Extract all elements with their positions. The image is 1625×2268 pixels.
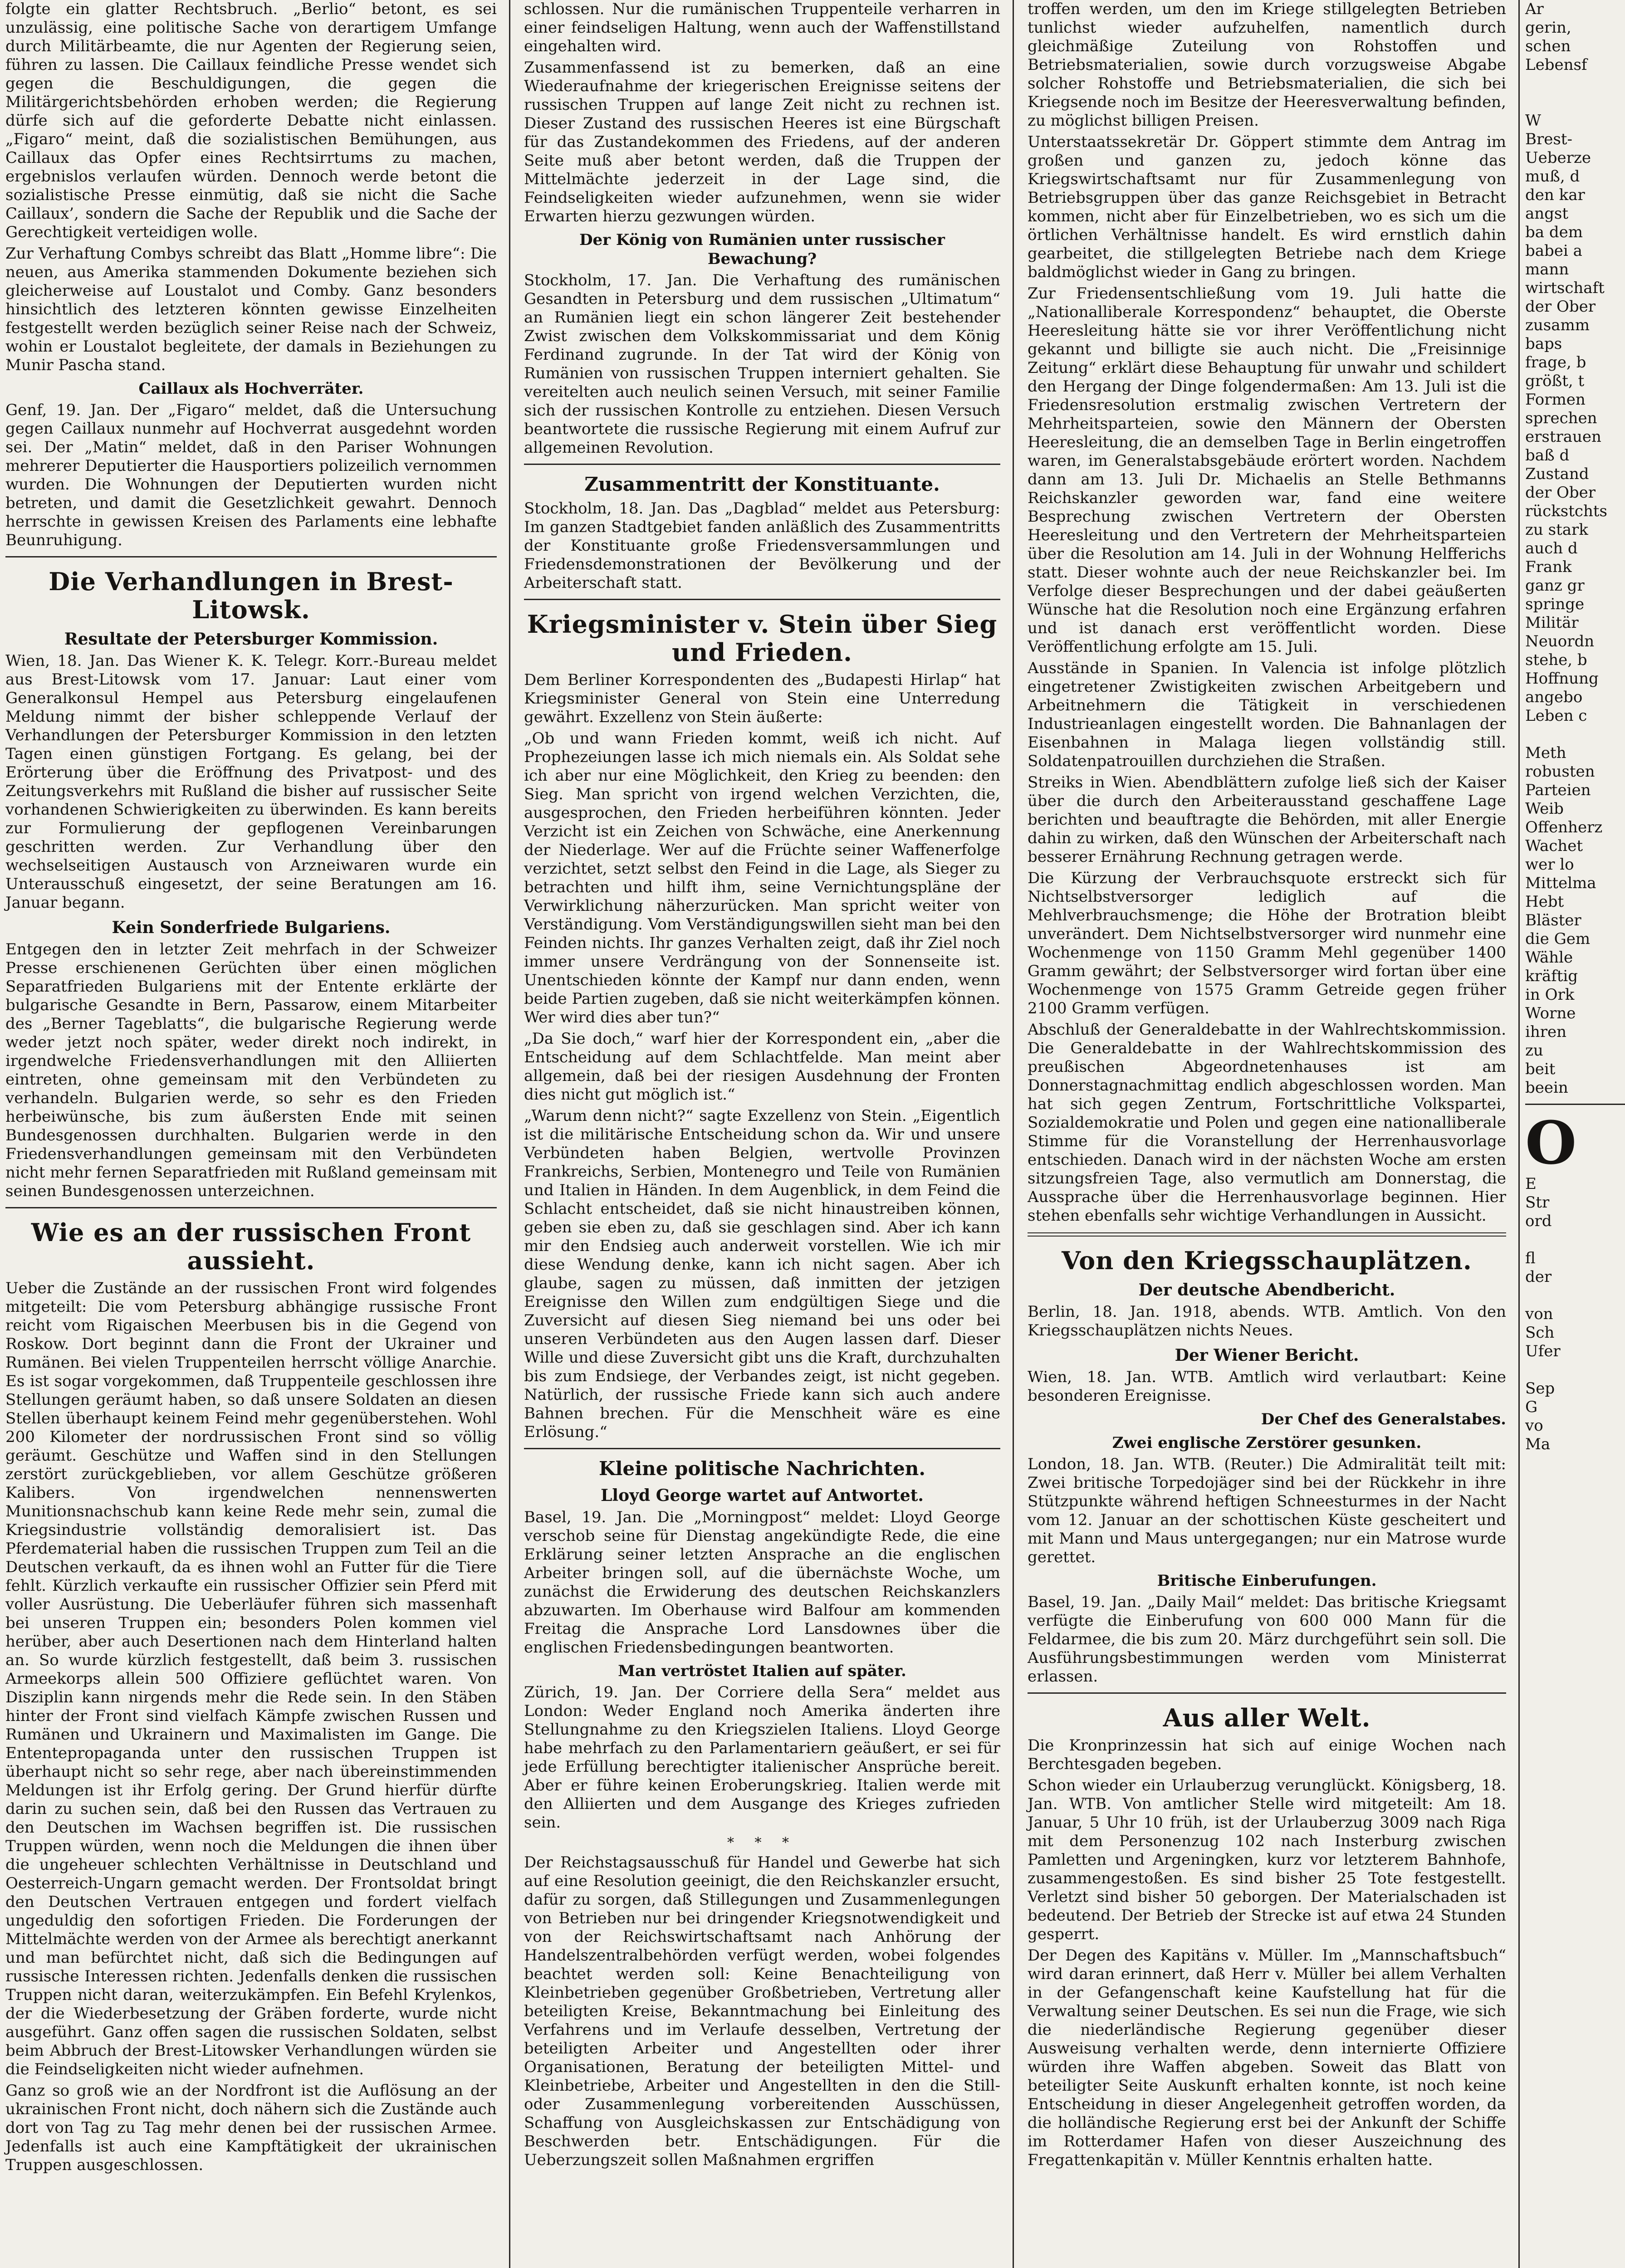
article-text: Basel, 19. Jan. „Daily Mail“ meldet: Das britische Kriegsamt verfügte die Einberufung von 600 000 Mann für die Feldarmee, die bis zum 20. März durchgeführt sein soll. Die Ausführungsbestimmungen werden vom Ministerrat erlassen.	[1028, 1593, 1506, 1686]
article-text: Zürich, 19. Jan. Der Corriere della Sera“ meldet aus London: Weder England noch Amerika änderten ihre Stellungnahme zu den Kriegszielen Italiens. Lloyd George habe mehrfach zu den Parlamentariern geäußert, er sei für jede Erfüllung berechtigter italienischer Ansprüche bereit. Aber er führe keinen Eroberungskrieg. Italien werde mit den Alliierten und dem Ausgange des Krieges zufrieden sein.	[524, 1683, 1000, 1832]
article-text: Stockholm, 17. Jan. Die Verhaftung des rumänischen Gesandten in Petersburg und dem russischen „Ultimatum“ an Rumänien liegt ein schon längerer Zeit bestehender Zwist zwischen dem Volkskommissariat und dem König Ferdinand zugrunde. In der Tat wird der König von Rumänien von russischen Truppen interniert gehalten. Sie vereitelten auch neulich seinen Versuch, mit seiner Familie sich der russischen Kontrolle zu entziehen. Diesen Versuch beantwortete die russische Regierung mit einem Aufruf zur allgemeinen Revolution.	[524, 271, 1000, 457]
column-4-cropped	[1520, 0, 1625, 2268]
article-text: Zur Friedensentschließung vom 19. Juli hatte die „Nationalliberale Korrespondenz“ behauptet, die Oberste Heeresleitung hätte sie vor ihrer Veröffentlichung nicht gekannt und billigte sie auch nicht. Die „Freisinnige Zeitung“ erklärt diese Behauptung für unwahr und schildert den Hergang der Dinge folgendermaßen: Am 13. Juli ist die Friedensresolution erstmalig zwischen Vertretern der Mehrheitsparteien, sowie den Männern der Obersten Heeresleitung, die an demselben Tage in Berlin eingetroffen waren, im Generalstabsgebäude erörtert worden. Nachdem dann am 13. Juli Dr. Michaelis an Stelle Bethmanns Reichskanzler geworden war, fand eine weitere Besprechung zwischen Vertretern der Obersten Heeresleitung und den Vertretern der Mehrheitsparteien über die Resolution am 14. Juli in der Wohnung Helfferichs statt. Dieser wohnte auch der neue Reichskanzler bei. Im Verfolge dieser Besprechungen und der dabei geäußerten Wünsche hat die Resolution noch eine Ergänzung erfahren und ist danach erst veröffentlicht worden. Diese Veröffentlichung erfolgte am 15. Juli.	[1028, 284, 1506, 656]
article-text: Zusammenfassend ist zu bemerken, daß an eine Wiederaufnahme der kriegerischen Ereignisse seitens der russischen Truppen auf lange Zeit nicht zu rechnen ist. Dieser Zustand des russischen Heeres ist eine Bürgschaft für das Zustandekommen des Friedens, auf der anderen Seite muß aber betont werden, daß die Truppen der Mittelmächte jederzeit in der Lage sind, die Feindseligkeiten wieder aufzunehmen, wenn sie wider Erwarten hierzu gezwungen würden.	[524, 59, 1000, 225]
article-text: folgte ein glatter Rechtsbruch. „Berlio“ betont, es sei unzulässig, eine politische Sache von derartigem Umfange durch Militärbeamte, die nur Agenten der Regierung seien, führen zu lassen. Die Caillaux feindliche Presse wendet sich gegen die Beschuldigungen, die gegen die Militärgerichtsbehörden erhoben werden; die Regierung dürfe sich auf die geforderte Debatte nicht einlassen. „Figaro“ meint, daß die sozialistischen Bemühungen, aus Caillaux das Opfer eines Rechtsirrtums zu machen, ergebnislos verlaufen würden. Dennoch werde betont die sozialistische Presse einmütig, daß sie nicht die Sache Caillaux’, sondern die Sache der Republik und die Sache der Gerechtigkeit verteidigen wolle.	[5, 0, 497, 241]
article-text: Abschluß der Generaldebatte in der Wahlrechtskommission. Die Generaldebatte in der Wahlrechtskommission des preußischen Abgeordnetenhauses ist am Donnerstagnachmittag endlich abgeschlossen worden. Man hat sich gegen Zentrum, Fortschrittliche Volkspartei, Sozialdemokratie und Polen und gegen eine nationalliberale Stimme für die Voranstellung der Herrenhausvorlage entschieden. Danach wird in der nächsten Woche am ersten sitzungsfreien Tage, also vermutlich am Donnerstag, die Aussprache über die Herrenhausvorlage beginnen. Hier stehen ebenfalls sehr wichtige Verhandlungen in Aussicht.	[1028, 1021, 1506, 1225]
divider	[1028, 1232, 1506, 1237]
article-text: Berlin, 18. Jan. 1918, abends. WTB. Amtlich. Von den Kriegsschauplätzen nichts Neues.	[1028, 1303, 1506, 1339]
subheading: Man vertröstet Italien auf später.	[618, 1662, 906, 1680]
cropped-text: Ar gerin, schen Lebensf W Brest- Ueberze muß, d den kar angst ba dem babei a mann wirtschaft der Ober zusamm baps frage, b größt, t Formen sprechen erstrauen baß d Zustand der Ober rückstchts zu stark auch d Frank ganz gr springe Militär Neuordn stehe, b Hoffnung angebo Leben c Meth robusten Parteien Weib Offenherz Wachet wer lo Mittelma Hebt Bläster die Gem Wähle kräftig in Ork Worne ihren zu beit beein	[1525, 0, 1607, 1097]
divider	[5, 556, 497, 557]
article-text: schlossen. Nur die rumänischen Truppenteile verharren in einer feindseligen Haltung, wenn auch der Waffenstillstand eingehalten wird.	[524, 0, 1000, 55]
article-text: „Da Sie doch,“ warf hier der Korrespondent ein, „aber die Entscheidung auf dem Schlachtfelde. Man meint aber allgemein, daß bei der riesigen Ausdehnung der Fronten dies nicht gut möglich ist.“	[524, 1030, 1000, 1104]
headline-konstituante: Zusammentritt der Konstituante.	[584, 473, 940, 495]
article-text: Unterstaatssekretär Dr. Göppert stimmte dem Antrag im großen und ganzen zu, jedoch könne das Kriegswirtschaftsamt nur für Zusammenlegung von Betriebsgruppen über das ganze Reichsgebiet in Betracht kommen, nicht aber für Einzelbetrieben, wo es sich um die örtlichen Verhältnisse handelt. Es wird ernstlich dahin gearbeitet, die stillgelegten Betriebe nach dem Kriege baldmöglichst wieder in Gang zu bringen.	[1028, 133, 1506, 281]
subheading: Britische Einberufungen.	[1157, 1572, 1377, 1590]
article-text: Basel, 19. Jan. Die „Morningpost“ meldet: Lloyd George verschob seine für Dienstag angekündigte Rede, die eine Erklärung seiner letzten Ansprache an die englischen Arbeiter bringen soll, auf die übernächste Woche, um zunächst die Erwiderung des deutschen Reichskanzlers abzuwarten. Im Oberhause wird Balfour am kommenden Freitag die Ansprache Lord Lansdownes über die englischen Friedensbedingungen beantworten.	[524, 1508, 1000, 1657]
article-text: Die Kronprinzessin hat sich auf einige Wochen nach Berchtesgaden begeben.	[1028, 1736, 1506, 1773]
signature: Der Chef des Generalstabes.	[1261, 1410, 1506, 1428]
asterism: * * *	[727, 1835, 798, 1851]
divider	[5, 1207, 497, 1208]
article-text: Genf, 19. Jan. Der „Figaro“ meldet, daß die Untersuchung gegen Caillaux nunmehr auf Hochverrat ausgedehnt worden sei. Der „Matin“ meldet, daß in den Pariser Wohnungen mehrerer Deputierter die Hausportiers polizeilich vernommen wurden. Die Wohnungen der Deputierten wurden nicht betreten, und damit die Gesetzlichkeit gewahrt. Dennoch herrschte in gewissen Kreisen des Parlaments eine lebhafte Beunruhigung.	[5, 401, 497, 549]
divider	[1028, 1692, 1506, 1694]
divider	[524, 464, 1000, 465]
headline-kriegsminister: Kriegsminister v. Stein über Sieg und Frieden.	[527, 610, 998, 667]
article-text: London, 18. Jan. WTB. (Reuter.) Die Admiralität teilt mit: Zwei britische Torpedojäger sind bei der Rückkehr in ihre Stützpunkte während heftigen Schneesturmes in der Nacht vom 12. Januar an der schottischen Küste gescheitert und mit Mann und Maus untergegangen; nur ein Matrose wurde gerettet.	[1028, 1455, 1506, 1566]
subheadline: Der Wiener Bericht.	[1175, 1346, 1359, 1365]
article-text: Stockholm, 18. Jan. Das „Dagblad“ meldet aus Petersburg: Im ganzen Stadtgebiet fanden anläßlich des Zusammentritts der Konstituante große Friedensversammlungen und Friedensdemonstrationen der Bevölkerung und der Arbeiterschaft statt.	[524, 499, 1000, 592]
article-text: Streiks in Wien. Abendblättern zufolge ließ sich der Kaiser über die durch den Arbeiterausstand geschaffene Lage berichten und beauftragte die Behörden, mit aller Energie dahin zu wirken, daß den Wünschen der Arbeiterschaft nach besserer Ernährung Rechnung getragen werde.	[1028, 773, 1506, 866]
headline-kriegsschauplaetze: Von den Kriegsschauplätzen.	[1062, 1246, 1472, 1275]
headline-russian-front: Wie es an der russischen Front aussieht.	[31, 1218, 471, 1275]
headline-aus-aller-welt: Aus aller Welt.	[1163, 1703, 1371, 1732]
subheadline: Resultate der Petersburger Kommission.	[64, 630, 438, 649]
subheading: Caillaux als Hochverräter.	[138, 380, 364, 398]
divider	[524, 599, 1000, 600]
article-text: Der Degen des Kapitäns v. Müller. Im „Mannschaftsbuch“ wird daran erinnert, daß Herr v. Müller bei allem Verhalten in der Gefangenschaft keine Kaufstellung hat für die Verwaltung seiner Deutschen. Es sei nun die Frage, wie sich die niederländische Regierung gegenüber dieser Ausweisung verhalten werde, denn internierte Offiziere würden ihre Waffen abgeben. Soweit das Blatt von beteiligter Seite Auskunft erhalten konnte, ist noch keine Entscheidung in dieser Angelegenheit getroffen worden, da die holländische Regierung erst bei der Ankunft der Schiffe im Rotterdamer Hafen von dieser Auszeichnung des Fregattenkapitän v. Müller Kenntnis erhalten hatte.	[1028, 1946, 1506, 2169]
article-text: Ueber die Zustände an der russischen Front wird folgendes mitgeteilt: Die vom Petersburg abhängige russische Front reicht vom Rigaischen Meerbusen bis in die Gegend von Roskow. Dort beginnt dann die Front der Ukrainer und Rumänen. Bei vielen Truppenteilen herrscht völlige Anarchie. Es ist sogar vorgekommen, daß Truppenteile geschlossen ihre Stellungen geräumt haben, so daß unsere Soldaten an diesen Stellen überhaupt keinem Feind mehr gegenüberstehen. Wohl 200 Kilometer der nordrussischen Front sind so völlig geräumt. Geschütze und Waffen sind in den Stellungen zerstört zurückgeblieben, vor allem Geschütze größeren Kalibers. Von irgendwelchen nennenswerten Munitionsnachschub kann keine Rede mehr sein, zumal die Kriegsindustrie vollständig demoralisiert ist. Das Pferdematerial haben die russischen Truppen zum Teil an die Deutschen verkauft, da es ihnen wohl an Futter für die Tiere fehlt. Kürzlich verkaufte ein russischer Offizier sein Pferd mit voller Ausrüstung. Die Ueberläufer führen sich massenhaft bei unseren Truppen ein; besonders Polen kommen viel herüber, aber auch Desertionen nach dem Hinterland halten an. So wurde kürzlich festgestellt, daß beim 3. russischen Armeekorps allein 500 Offiziere geflüchtet waren. Von Disziplin kann nirgends mehr die Rede sein. In den Stäben hinter der Front sind vielfach Kämpfe zwischen Russen und Rumänen und Ukrainern und Maximalisten im Gange. Die Ententepropaganda unter den russischen Truppen ist überhaupt nicht so sehr rege, aber nach übereinstimmenden Meldungen ist ihr Erfolg gering. Der Grund hierfür dürfte darin zu suchen sein, daß bei den Russen das Vertrauen zu den Deutschen im Wachsen begriffen ist. Die russischen Truppen würden, wenn noch die Meldungen die ihnen über die ungeheuer schlechten Verhältnisse in Deutschland und Oesterreich-Ungarn gemacht werden. Der Frontsoldat bringt den Deutschen Vertrauen entgegen und fordert vielfach ungeduldig den sofortigen Frieden. Die Forderungen der Mittelmächte werden von der Armee als berechtigt anerkannt und man befürchtet nicht, daß sich die Bedingungen auf russische Interessen richten. Jedenfalls denken die russischen Truppen nicht daran, weiterzukämpfen. Ein Befehl Krylenkos, der die Wiederbesetzung der Gräben forderte, wurde nicht ausgeführt. Ganz offen sagen die russischen Soldaten, selbst beim Abbruch der Brest-Litowsker Verhandlungen würden sie die Feindseligkeiten nicht wieder aufnehmen.	[5, 1279, 497, 2078]
column-3	[1014, 0, 1520, 2268]
column-1	[0, 0, 510, 2268]
headline-kleine-nachrichten: Kleine politische Nachrichten.	[599, 1457, 925, 1480]
article-text: „Warum denn nicht?“ sagte Exzellenz von Stein. „Eigentlich ist die militärische Entscheidung schon da. Wir und unsere Verbündeten haben Belgien, wertvolle Provinzen Frankreichs, Serbien, Montenegro und Teile von Rumänien und Italien in Händen. In dem Augenblick, in dem Feind die Schlacht entscheidet, daß sie nicht hinaustreiben können, geben sie eben zu, daß sie geschlagen sind. Aber ich kann mir den Endsieg auch anderweit vorstellen. Wie ich mir diese Wendung denke, kann ich nicht sagen. Aber ich glaube, sagen zu müssen, daß inmitten der jetzigen Ereignisse den Willen zum endgültigen Siege und die Zuversicht auf diesen Sieg niemand bei uns oder bei unseren Verbündeten aus den Augen lassen darf. Dieser Wille und diese Zuversicht gibt uns die Kraft, durchzuhalten bis zum Endsiege, der Verbandes zeigt, ist nicht gegeben. Natürlich, der russische Friede kann sich auch andere Bahnen brechen. Für die Menschheit wäre es eine Erlösung.“	[524, 1107, 1000, 1441]
subheadline: Der deutsche Abendbericht.	[1138, 1281, 1395, 1300]
subheading: Der König von Rumänien unter russischer Bewachung?	[579, 231, 945, 268]
article-text: Der Reichstagsausschuß für Handel und Gewerbe hat sich auf eine Resolution geeinigt, die den Reichskanzler ersucht, dafür zu sorgen, daß Stillegungen und Zusammenlegungen von Betrieben nur bei dringender Kriegsnotwendigkeit und von der Reichswirtschaftsamt nach Anhörung der Handelszentralbehörden verfügt werden, wobei folgendes beachtet werden soll: Keine Benachteiligung von Kleinbetrieben gegenüber Großbetrieben, Vertretung aller beteiligten Kreise, Bekanntmachung bei Einleitung des Verfahrens und im Verlaufe desselben, Vertretung der beteiligten Arbeiter und Angestellten oder ihrer Organisationen, Beratung der beteiligten Mittel- und Kleinbetriebe, Arbeiter und Angestellten in den die Still- oder Zusammenlegung vorbereitenden Ausschüssen, Schaffung von Ausgleichskassen zur Entschädigung von Beschwerden betr. Entschädigungen. Für die Ueberzungszeit sollen Maßnahmen ergriffen	[524, 1853, 1000, 2169]
article-text: Ausstände in Spanien. In Valencia ist infolge plötzlich eingetretener Zwistigkeiten zwischen Arbeitgebern und Arbeitnehmern die Tätigkeit in verschiedenen Industrieanlagen eingestellt worden. Die Bahnanlagen der Eisenbahnen in Malaga liegen vollständig still. Soldatenpatrouillen durchziehen die Straßen.	[1028, 659, 1506, 770]
article-text: Entgegen den in letzter Zeit mehrfach in der Schweizer Presse erschienenen Gerüchten über einen möglichen Separatfrieden Bulgariens mit der Entente erklärte der bulgarische Gesandte in Bern, Passarow, einem Mitarbeiter des „Berner Tageblatts“, die bulgarische Regierung werde weder jetzt noch später, weder direkt noch indirekt, in irgendwelche Friedensverhandlungen mit den Alliierten eintreten, ohne gemeinsam mit den Verbündeten zu verhandeln. Bulgarien werde, so sehr es den Frieden herbeiwünsche, bis zum äußersten Ende mit seinen Bundesgenossen durchhalten. Bulgarien werde in den Friedensverhandlungen gemeinsam mit den Verbündeten nicht mehr fernen Separatfrieden mit Rußland gemeinsam mit seinen Bundesgenossen unterzeichnen.	[5, 940, 497, 1200]
article-text: Schon wieder ein Urlauberzug verunglückt. Königsberg, 18. Jan. WTB. Von amtlicher Stelle wird mitgeteilt: Am 18. Januar, 5 Uhr 10 früh, ist der Urlauberzug 3009 nach Riga mit dem Personenzug 102 nach Insterburg zwischen Pamletten und Argeningken, kurz vor letzterem Bahnhofe, zusammengestoßen. Es sind bisher 25 Tote festgestellt. Verletzt sind bisher 50 geborgen. Der Materialschaden ist bedeutend. Der Betrieb der Strecke ist auf etwa 24 Stunden gesperrt.	[1028, 1776, 1506, 1943]
article-text: Wien, 18. Jan. WTB. Amtlich wird verlautbart: Keine besonderen Ereignisse.	[1028, 1368, 1506, 1405]
column-2	[510, 0, 1014, 2268]
article-text: Wien, 18. Jan. Das Wiener K. K. Telegr. Korr.-Bureau meldet aus Brest-Litowsk vom 17. Januar: Laut einer vom Generalkonsul Hempel aus Petersburg eingelaufenen Meldung nimmt der bisher schleppende Verlauf der Verhandlungen der Petersburger Kommission in den letzten Tagen einen günstigen Fortgang. Es gelang, bei der Erörterung über die Eröffnung des Privatpost- und des Zeitungsverkehrs mit Rußland die bisher auf russischer Seite vorhandenen Schwierigkeiten zu überwinden. Es kann bereits zur Formulierung der gepflogenen Vereinbarungen geschritten werden. Zur Verhandlung über den wechselseitigen Austausch von Arzneiwaren wurde ein Unterausschuß eingesetzt, der seine Beratungen am 16. Januar begann.	[5, 652, 497, 912]
article-text: Ganz so groß wie an der Nordfront ist die Auflösung an der ukrainischen Front nicht, doch nähern sich die Zustände auch dort von Tag zu Tag mehr denen bei der russischen Armee. Jedenfalls ist auch eine Kampftätigkeit der ukrainischen Truppen ausgeschlossen.	[5, 2082, 497, 2174]
subheading: Zwei englische Zerstörer gesunken.	[1112, 1434, 1422, 1452]
cropped-text: E Str ord fl der von Sch Ufer Sep G vo Ma	[1525, 1175, 1561, 1453]
headline-fragment: O	[1525, 1108, 1577, 1178]
article-text: „Ob und wann Frieden kommt, weiß ich nicht. Auf Prophezeiungen lasse ich mich niemals ein. Als Soldat sehe ich aber nur eine Möglichkeit, den Krieg zu beenden: den Sieg. Man spricht von irgend welchen Verzichten, die, ausgesprochen, den Frieden herbeiführen könnten. Jeder Verzicht ist ein Zeichen von Schwäche, eine Anerkennung der Niederlage. Wer auf die Früchte seiner Waffenerfolge verzichtet, setzt selbst den Feind in die Lage, als Sieger zu betrachten und hilft ihm, seine Vernichtungspläne der Verwirklichung näherzurücken. Man spricht weiter von Verständigung. Vom Verständigungswillen sieht man bei den Feinden nichts. Ihr ganzes Verhalten zeigt, daß ihr Ziel noch immer unsere Verdrängung von der Sonnenseite ist. Unentschieden könnte der Kampf nur dann enden, wenn beide Partien zugeben, daß sie nicht weiterkämpfen können. Wer wird dies aber tun?“	[524, 729, 1000, 1026]
article-text: troffen werden, um den im Kriege stillgelegten Betrieben tunlichst wieder aufzuhelfen, namentlich durch gleichmäßige Zuteilung von Rohstoffen und Betriebsmaterialien, sowie durch vorzugsweise Abgabe solcher Rohstoffe und Betriebsmaterialien, die sich bei Kriegsende noch im Besitze der Heeresverwaltung befinden, zu möglichst billigen Preisen.	[1028, 0, 1506, 130]
article-text: Die Kürzung der Verbrauchsquote erstreckt sich für Nichtselbstversorger lediglich auf die Mehlverbrauchsmenge; die Höhe der Brotration bleibt unverändert. Dem Nichtselbstversorger wird nunmehr eine Wochenmenge von 1150 Gramm Mehl gegenüber 1400 Gramm gewährt; der Selbstversorger wird fortan über eine Wochenmenge von 1575 Gramm Getreide gegen früher 2100 Gramm verfügen.	[1028, 869, 1506, 1017]
divider	[1525, 1104, 1625, 1105]
subheadline: Lloyd George wartet auf Antwortet.	[601, 1486, 924, 1505]
divider	[524, 1448, 1000, 1449]
headline-bulgaria: Kein Sonderfriede Bulgariens.	[112, 918, 391, 937]
article-text: Zur Verhaftung Combys schreibt das Blatt „Homme libre“: Die neuen, aus Amerika stammenden Dokumente beziehen sich gleicherweise auf Loustalot und Comby. Ganz besonders hinsichtlich des letzteren könnten gewisse Einzelheiten festgestellt werden bezüglich seiner Reise nach der Schweiz, wohin er Loustalot begleitete, der damals in Beziehungen zu Munir Pascha stand.	[5, 244, 497, 374]
article-text: Dem Berliner Korrespondenten des „Budapesti Hirlap“ hat Kriegsminister General von Stein eine Unterredung gewährt. Exzellenz von Stein äußerte:	[524, 671, 1000, 726]
headline-brest-litowsk: Die Verhandlungen in Brest-Litowsk.	[49, 567, 454, 624]
